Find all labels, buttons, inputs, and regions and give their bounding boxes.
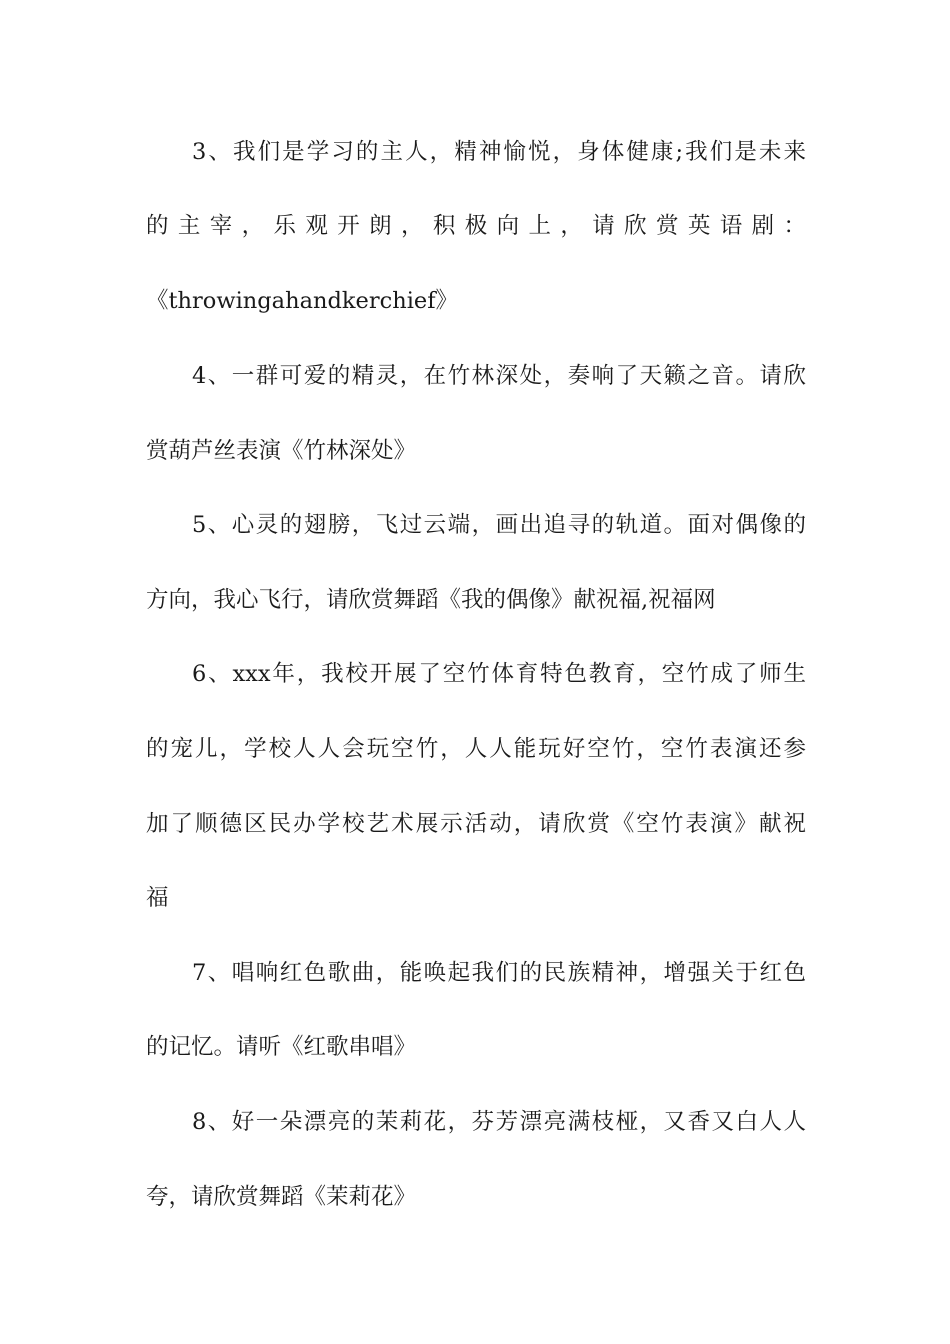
paragraph-7-line-1: 7、唱响红色歌曲，能唤起我们的民族精神，增强关于红色 — [192, 960, 806, 986]
paragraph-6-line-1: 6、xxx年，我校开展了空竹体育特色教育，空竹成了师生 — [192, 661, 806, 687]
paragraph-7-line-2: 的记忆。请听《红歌串唱》 — [146, 1034, 417, 1060]
paragraph-5-line-2: 方向，我心飞行，请欣赏舞蹈《我的偶像》献祝福,祝福网 — [146, 587, 716, 613]
paragraph-3-line-3: 《throwingahandkerchief》 — [146, 288, 459, 314]
paragraph-8-line-2: 夸，请欣赏舞蹈《茉莉花》 — [146, 1184, 417, 1210]
paragraph-5-line-1: 5、心灵的翅膀，飞过云端，画出追寻的轨道。面对偶像的 — [192, 512, 806, 538]
paragraph-6-line-2: 的宠儿，学校人人会玩空竹，人人能玩好空竹，空竹表演还参 — [146, 736, 806, 762]
paragraph-4-line-2: 赏葫芦丝表演《竹林深处》 — [146, 438, 417, 464]
paragraph-6-line-3: 加了顺德区民办学校艺术展示活动，请欣赏《空竹表演》献祝 — [146, 811, 806, 837]
paragraph-3-line-1: 3、我们是学习的主人，精神愉悦，身体健康;我们是未来 — [192, 139, 806, 165]
paragraph-4-line-1: 4、一群可爱的精灵，在竹林深处，奏响了天籁之音。请欣 — [192, 363, 806, 389]
paragraph-6-line-4: 福 — [146, 885, 169, 911]
paragraph-3-line-2: 的主宰，乐观开朗，积极向上，请欣赏英语剧： — [146, 213, 806, 239]
paragraph-8-line-1: 8、好一朵漂亮的茉莉花，芬芳漂亮满枝桠，又香又白人人 — [192, 1109, 806, 1135]
